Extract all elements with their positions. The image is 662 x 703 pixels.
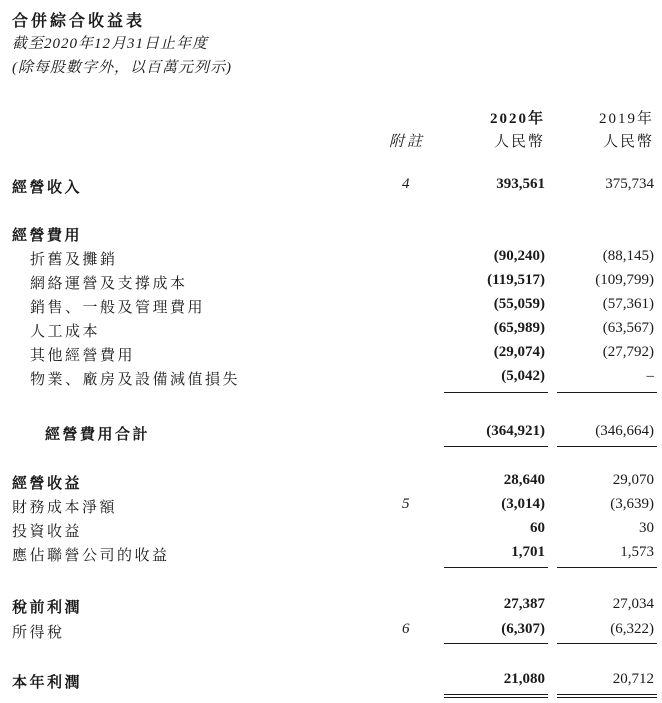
statement-title: 合併綜合收益表	[12, 13, 146, 30]
table-row	[0, 176, 662, 198]
row-note: 6	[402, 621, 410, 637]
row-label: 稅前利潤	[12, 600, 83, 616]
value-2019: 20,712	[612, 671, 654, 687]
value-2020: (65,989)	[493, 320, 545, 336]
double-rule-2019-bottom	[557, 697, 657, 698]
row-label: 折舊及攤銷	[30, 252, 118, 268]
value-2019: 29,070	[612, 472, 654, 488]
table-row	[0, 671, 662, 693]
value-2019: 1,573	[620, 544, 654, 560]
table-row	[0, 472, 662, 494]
value-2019: (6,322)	[610, 621, 654, 637]
value-2019: (3,639)	[610, 496, 654, 512]
row-note: 4	[402, 176, 410, 192]
row-label: 應佔聯營公司的收益	[12, 548, 170, 564]
total-rule-2019	[557, 446, 657, 447]
subtotal-rule-2020	[444, 567, 548, 568]
table-row	[0, 320, 662, 342]
value-2019: (88,145)	[602, 248, 654, 264]
value-2019: –	[646, 368, 654, 384]
subtotal-rule-2020	[444, 392, 548, 393]
value-2020: 393,561	[496, 176, 545, 192]
section-heading: 經營費用	[12, 228, 83, 244]
row-label: 其他經營費用	[30, 348, 136, 364]
table-row	[0, 368, 662, 390]
value-2020: 27,387	[503, 596, 545, 612]
row-label: 經營費用合計	[45, 427, 151, 443]
row-label: 本年利潤	[12, 675, 83, 691]
table-row	[0, 596, 662, 618]
row-label: 經營收益	[12, 476, 83, 492]
value-2019: (109,799)	[595, 272, 654, 288]
subtotal-rule-2019	[557, 643, 657, 644]
double-rule-2020-bottom	[444, 697, 548, 698]
value-2019: 375,734	[605, 176, 654, 192]
row-label: 經營收入	[12, 180, 83, 196]
table-row	[0, 248, 662, 270]
subtotal-rule-2019	[557, 567, 657, 568]
row-label: 財務成本淨額	[12, 500, 118, 516]
value-2019: (346,664)	[595, 423, 654, 439]
period-subtitle: 截至2020年12月31日止年度	[12, 36, 209, 52]
col-note: 附註	[389, 134, 426, 150]
row-label: 所得稅	[12, 625, 65, 641]
value-2020: (364,921)	[486, 423, 545, 439]
unit-note: (除每股數字外，以百萬元列示)	[12, 60, 232, 76]
row-note: 5	[402, 496, 410, 512]
value-2019: (57,361)	[602, 296, 654, 312]
subtotal-rule-2020	[444, 643, 548, 644]
value-2020: (5,042)	[501, 368, 545, 384]
value-2020: (6,307)	[501, 621, 545, 637]
value-2020: (3,014)	[501, 496, 545, 512]
table-row	[0, 344, 662, 366]
value-2020: 60	[530, 520, 545, 536]
subtotal-rule-2019	[557, 392, 657, 393]
value-2020: 21,080	[503, 671, 545, 687]
double-rule-2020-top	[444, 694, 548, 695]
row-label: 網絡運營及支撐成本	[30, 276, 188, 292]
value-2020: (90,240)	[493, 248, 545, 264]
col-2020-currency: 人民幣	[493, 134, 545, 150]
table-row	[0, 520, 662, 542]
value-2020: 1,701	[511, 544, 545, 560]
table-row	[0, 272, 662, 294]
value-2019: (27,792)	[602, 344, 654, 360]
table-row	[0, 496, 662, 518]
row-label: 物業、廠房及設備減值損失	[30, 372, 241, 388]
value-2019: 27,034	[612, 596, 654, 612]
value-2020: (55,059)	[493, 296, 545, 312]
table-row	[0, 544, 662, 566]
table-row	[0, 296, 662, 318]
value-2019: (63,567)	[602, 320, 654, 336]
double-rule-2019-top	[557, 694, 657, 695]
col-2019-currency: 人民幣	[602, 134, 654, 150]
row-label: 投資收益	[12, 524, 83, 540]
row-label: 人工成本	[30, 324, 101, 340]
table-row	[0, 621, 662, 643]
table-row	[0, 423, 662, 445]
col-2020-year: 2020年	[489, 111, 545, 127]
value-2020: (29,074)	[493, 344, 545, 360]
value-2020: 28,640	[503, 472, 545, 488]
table-row	[0, 224, 662, 246]
value-2020: (119,517)	[487, 272, 545, 288]
col-2019-year: 2019年	[598, 111, 654, 127]
row-label: 銷售、一般及管理費用	[30, 300, 206, 316]
value-2019: 30	[639, 520, 654, 536]
total-rule-2020	[444, 446, 548, 447]
